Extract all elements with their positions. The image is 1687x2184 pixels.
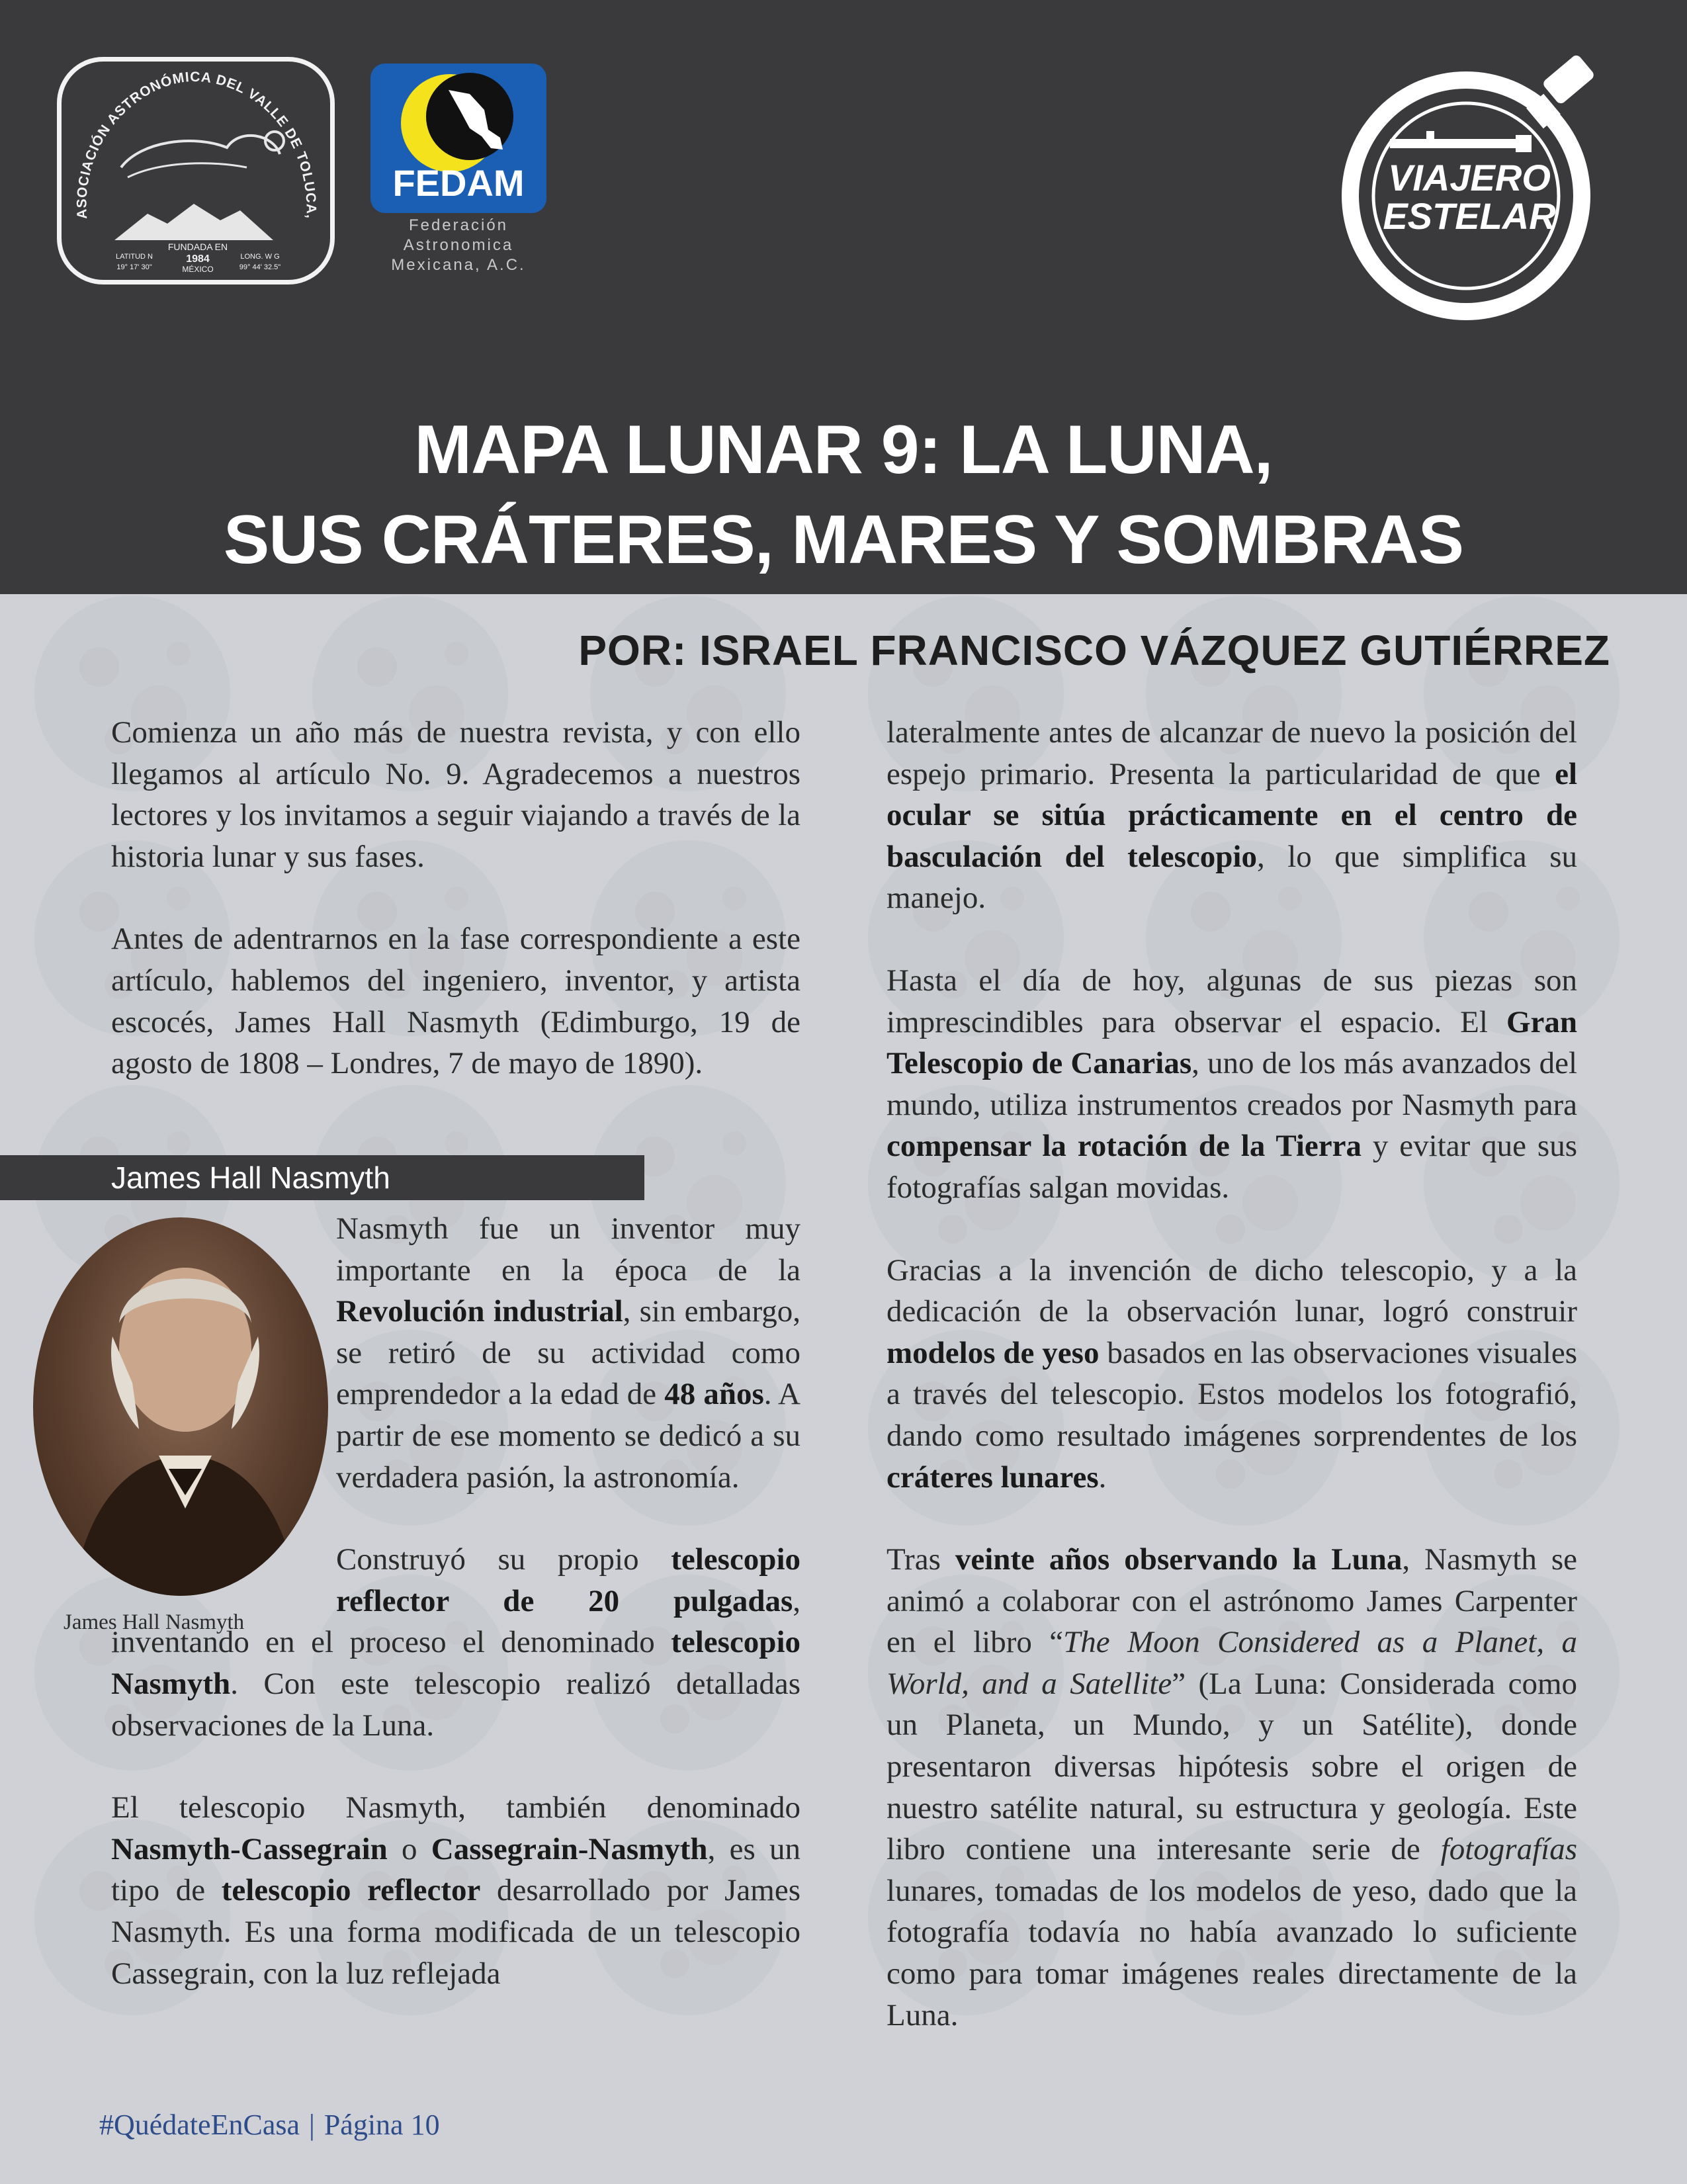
- left-column-intro: [111, 712, 800, 1084]
- fedam-sub-line-1: Federación: [408, 216, 509, 234]
- aavt-founded-place: MÉXICO: [182, 265, 214, 274]
- paragraph-intro: Comienza un año más de nuestra revista, y con ello llegamos al artículo No. 9. Agradecemos a nuestros lectores y los invitamos a seguir viajando a través de la historia lunar y sus fases.: [111, 715, 800, 874]
- paragraph-ocular: lateralmente antes de alcanzar de nuevo la posición del espejo primario. Presenta la particularidad de que el ocular se sitúa prácticamente en el centro de basculación del telescopio, lo que simplifica su manejo.: [887, 715, 1577, 916]
- bold-crateres-lunares: cráteres lunares: [887, 1460, 1099, 1495]
- aavt-arc-text: ASOCIACIÓN ASTRONÓMICA DEL VALLE DE TOLUCA,: [74, 69, 319, 220]
- fedam-emblem: [370, 64, 546, 213]
- svg-text:ASOCIACIÓN ASTRONÓMICA DEL VAL: [62, 62, 319, 224]
- fedam-logo: [370, 64, 546, 282]
- article-title: [0, 405, 1687, 585]
- fedam-name: FEDAM: [392, 162, 525, 204]
- author-byline: POR: ISRAEL FRANCISCO VÁZQUEZ GUTIÉRREZ: [578, 627, 1610, 674]
- section-heading-label: James Hall Nasmyth: [111, 1160, 390, 1195]
- bold-telescopio-reflector: telescopio reflector de 20 pulgadas: [336, 1542, 800, 1618]
- paragraph-career: Nasmyth fue un inventor muy importante en la época de la Revolución industrial, sin embargo, se retiró de su actividad como emprendedor a la edad de 48 años. A partir de ese momento se dedicó a su verdadera pasión, la astronomía.: [336, 1211, 800, 1495]
- aavt-long-value: 99° 44' 32.5": [239, 263, 281, 271]
- aavt-logo: [57, 57, 335, 284]
- aavt-lat-value: 19° 17' 30": [116, 263, 152, 271]
- footer-separator: |: [309, 2109, 315, 2141]
- page-footer: [99, 2108, 440, 2142]
- left-column-biography: [111, 1208, 800, 1994]
- aavt-founded-label: FUNDADA EN: [167, 241, 228, 252]
- portrait-float-spacer: [111, 1208, 336, 1618]
- viajero-line-2: ESTELAR: [1383, 195, 1556, 237]
- aavt-founded-year: 1984: [186, 253, 210, 265]
- bold-48-anos: 48 años: [664, 1377, 764, 1412]
- italic-book-title: The Moon Considered as a Planet, a World, and a Satellite: [887, 1625, 1577, 1701]
- portrait-caption: James Hall Nasmyth: [64, 1610, 245, 1634]
- title-line-2: SUS CRÁTERES, MARES Y SOMBRAS: [223, 502, 1464, 578]
- italic-fotografias: fotografías: [1440, 1832, 1577, 1867]
- paragraph-modelos-yeso: Gracias a la invención de dicho telescopio, y a la dedicación de la observación lunar, logró construir modelos de yeso basados en las observaciones visuales a través del telescopio. Estos modelos los fotografió, dando como resultado imágenes sorprendentes de los cráteres lunares.: [887, 1252, 1578, 1495]
- viajero-estelar-wordmark: [1367, 159, 1572, 236]
- aavt-lat-label: LATITUD N: [115, 253, 153, 261]
- bold-modelos-yeso: modelos de yeso: [887, 1335, 1100, 1370]
- fedam-sub-line-2: Astronomica: [403, 236, 514, 254]
- bold-gran-telescopio-canarias: Gran Telescopio de Canarias: [887, 1004, 1577, 1081]
- section-heading-bar: [0, 1155, 644, 1200]
- footer-page-number: Página 10: [324, 2109, 440, 2141]
- bold-telescopio-reflector-2: telescopio reflector: [221, 1873, 481, 1908]
- fedam-sub-line-3: Mexicana, A.C.: [391, 256, 526, 274]
- bold-compensar-rotacion: compensar la rotación de la Tierra: [887, 1129, 1362, 1164]
- paragraph-libro: Tras veinte años observando la Luna, Nasmyth se animó a colaborar con el astrónomo James Carpenter en el libro “The Moon Considered as a Planet, a World, and a Satellite” (La Luna: Considerada como un Planeta, un Mundo, y un Satélite), donde presentaron diversas hipótesis sobre el origen de nuestro satélite natural, su estructura y geología. Este libro contiene una interesante serie de fotografías lunares, tomadas de los modelos de yeso, dado que la fotografía todavía no había avanzado lo suficiente como para tomar imágenes reales directamente de la Luna.: [887, 1542, 1578, 2032]
- footer-hashtag[interactable]: #QuédateEnCasa: [99, 2109, 300, 2141]
- title-line-1: MAPA LUNAR 9: LA LUNA,: [414, 412, 1273, 488]
- paragraph-nasmyth-intro: Antes de adentrarnos en la fase correspondiente a este artículo, hablemos del ingeniero, inventor, y artista escocés, James Hall Nasmyth (Edimburgo, 19 de agosto de 1808 – Londres, 7 de mayo de 1890).: [111, 922, 800, 1081]
- header-banner: [0, 0, 1687, 594]
- aavt-long-label: LONG. W G: [240, 253, 280, 261]
- viajero-estelar-logo: [1327, 38, 1629, 335]
- bold-veinte-anos: veinte años observando la Luna: [955, 1542, 1403, 1577]
- right-column: [887, 712, 1577, 2036]
- fedam-subtitle: [370, 216, 546, 275]
- bold-telescopio-nasmyth: telescopio Nasmyth: [111, 1625, 800, 1701]
- bold-revolucion-industrial: Revolución industrial: [336, 1294, 623, 1329]
- aavt-emblem-icon: [62, 62, 330, 280]
- paragraph-gran-telescopio: Hasta el día de hoy, algunas de sus piezas son imprescindibles para observar el espacio. El Gran Telescopio de Canarias, uno de los más avanzados del mundo, utiliza instrumentos creados por Nasmyth para compensar la rotación de la Tierra y evitar que sus fotografías salgan movidas.: [887, 963, 1578, 1205]
- bold-nasmyth-cassegrain: Nasmyth-Cassegrain: [111, 1831, 388, 1866]
- paragraph-nasmyth-cassegrain: El telescopio Nasmyth, también denominado Nasmyth-Cassegrain o Cassegrain-Nasmyth, es un tipo de telescopio reflector desarrollado por James Nasmyth. Es una forma modificada de un telescopio Cassegrain, con la luz reflejada: [111, 1790, 800, 1991]
- bold-ocular: el ocular se sitúa prácticamente en el centro de basculación del telescopio: [887, 756, 1577, 874]
- paragraph-telescope: Construyó su propio telescopio reflector de 20 pulgadas, inventando en el proceso el denominado telescopio Nasmyth. Con este telescopio realizó detalladas observaciones de la Luna.: [111, 1542, 800, 1743]
- viajero-line-1: VIAJERO: [1388, 157, 1551, 198]
- bold-cassegrain-nasmyth: Cassegrain-Nasmyth: [431, 1831, 708, 1866]
